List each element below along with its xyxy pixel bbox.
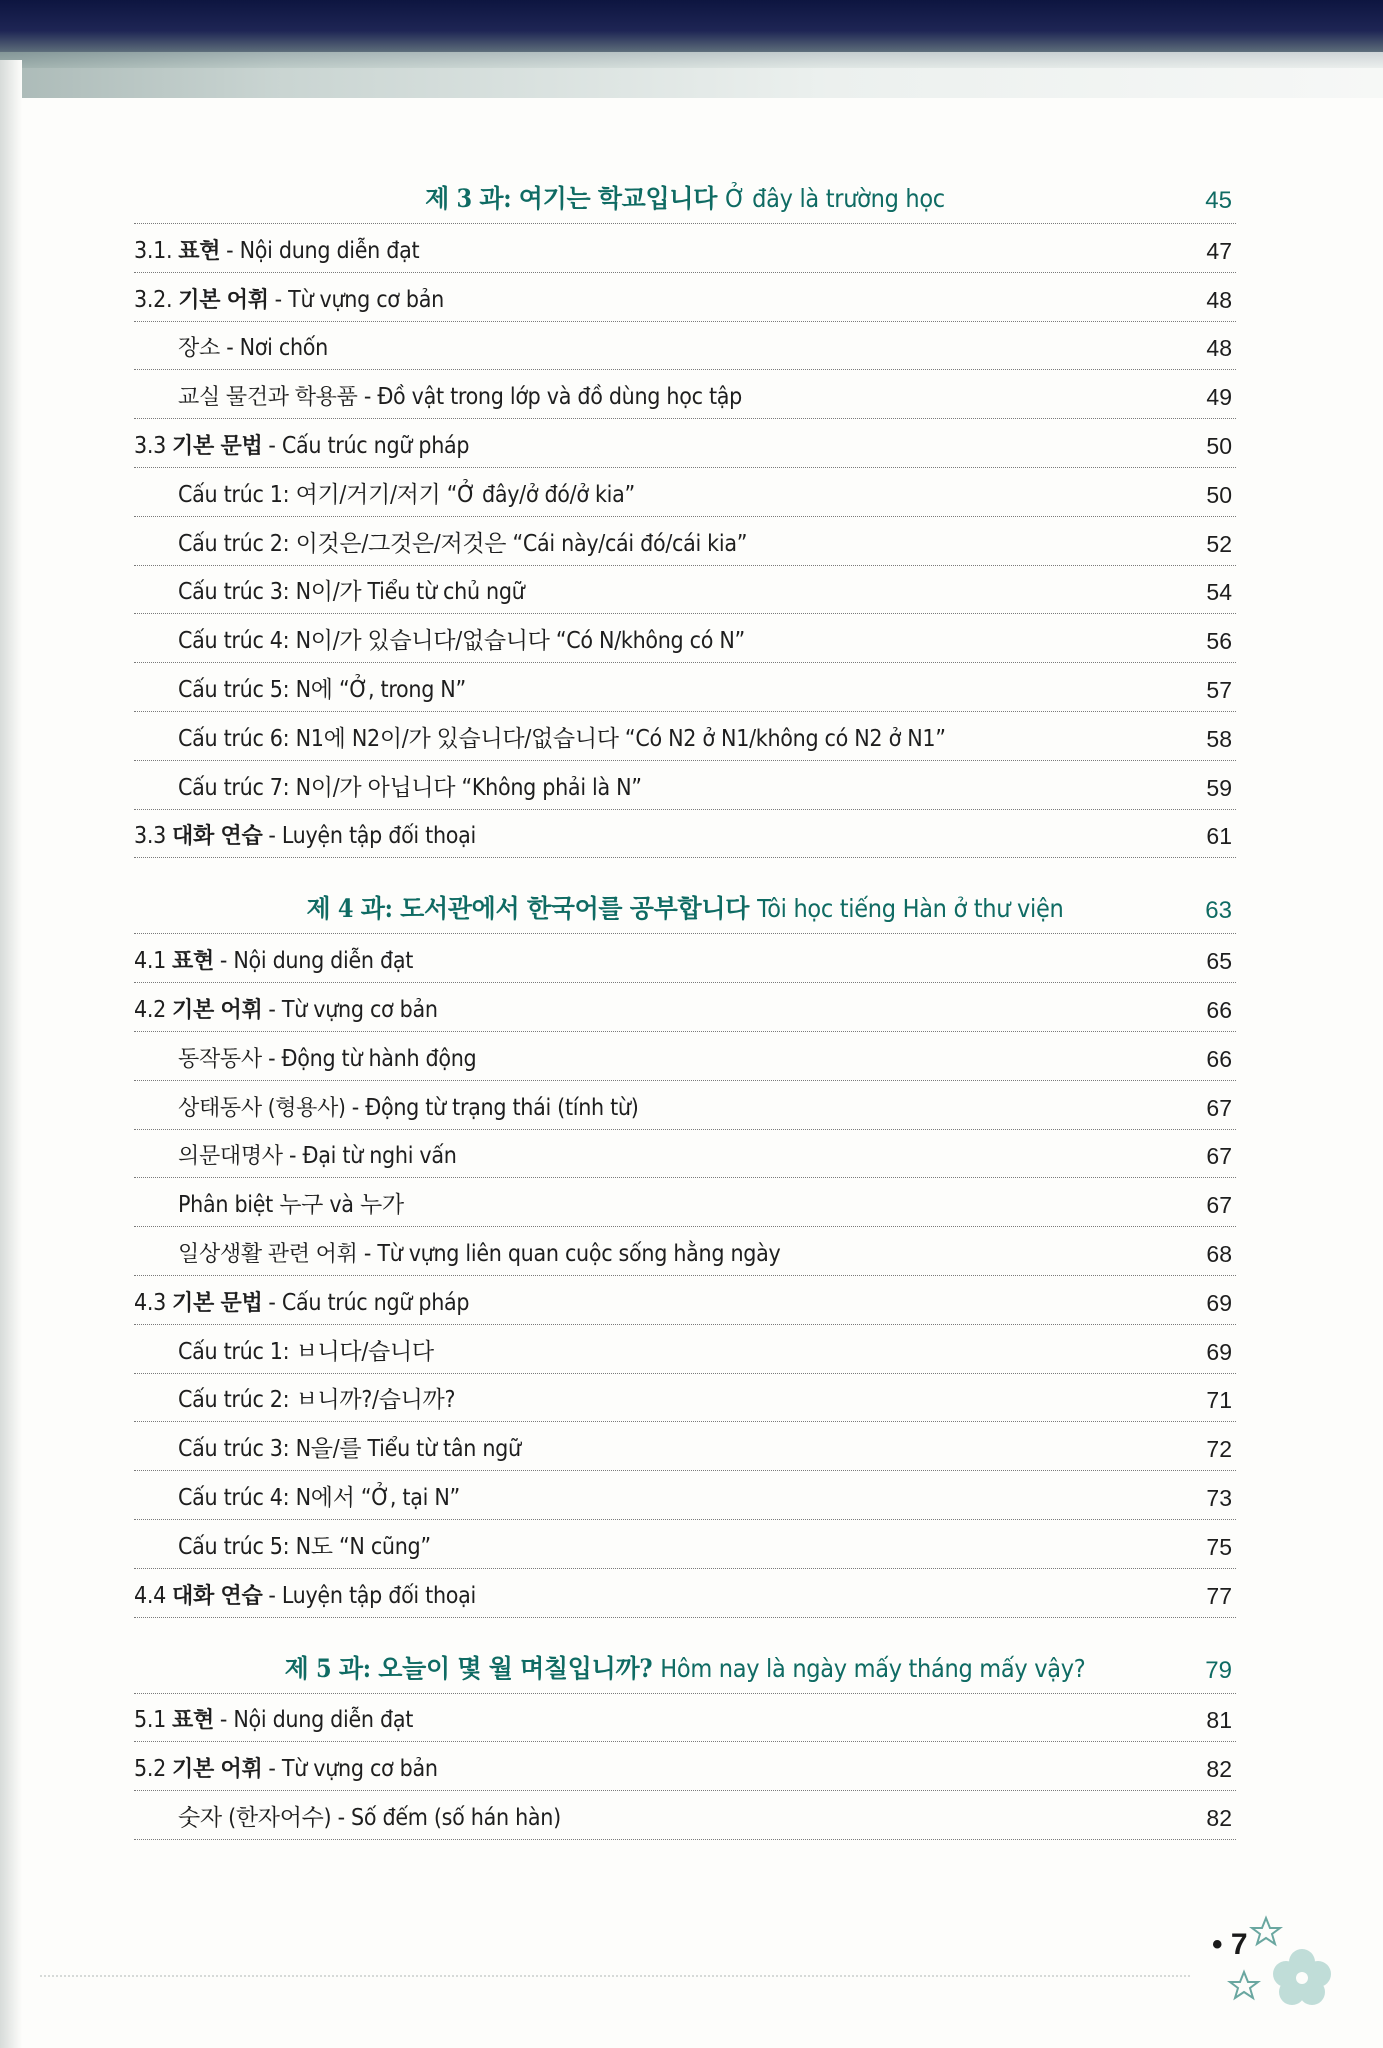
entry-korean: 표현 bbox=[172, 1708, 214, 1734]
toc-entry[interactable] bbox=[134, 1227, 1236, 1276]
entry-text bbox=[178, 476, 635, 509]
lesson-heading[interactable] bbox=[134, 1640, 1236, 1694]
page-ref: 45 bbox=[1205, 187, 1232, 214]
entry-vietnamese: - Đại từ nghi vấn bbox=[289, 1143, 457, 1170]
entry-number: 3.3 bbox=[134, 823, 166, 850]
entry-text bbox=[134, 1286, 469, 1317]
entry-number: 4.2 bbox=[134, 996, 166, 1023]
entry-number: 3.3 bbox=[134, 432, 166, 459]
lesson-section bbox=[134, 880, 1236, 1617]
entry-vietnamese: - Luyện tập đối thoại bbox=[268, 1582, 476, 1609]
toc-entry[interactable] bbox=[134, 517, 1236, 566]
page-ref: 52 bbox=[1206, 530, 1232, 557]
page-ref: 59 bbox=[1206, 774, 1232, 801]
page-ref: 69 bbox=[1206, 1338, 1232, 1365]
entry-number: 4.3 bbox=[134, 1289, 166, 1316]
entry-vietnamese: Cấu trúc 3: N이/가 Tiểu từ chủ ngữ bbox=[178, 579, 525, 606]
entry-korean: 기본 어휘 bbox=[178, 287, 269, 313]
toc-entry[interactable] bbox=[134, 1520, 1236, 1569]
entry-text bbox=[178, 1139, 457, 1170]
entry-text bbox=[178, 1042, 476, 1073]
page-ref: 77 bbox=[1206, 1582, 1232, 1609]
toc-entry[interactable] bbox=[134, 322, 1236, 371]
entry-text bbox=[178, 1430, 521, 1463]
entry-text bbox=[178, 720, 946, 753]
entry-vietnamese: - Đồ vật trong lớp và đồ dùng học tập bbox=[363, 384, 742, 411]
entry-vietnamese: Cấu trúc 1: 여기/거기/저기 “Ở đây/ở đó/ở kia” bbox=[178, 481, 635, 508]
page-ref: 56 bbox=[1206, 628, 1232, 655]
entry-korean: 표현 bbox=[178, 238, 221, 264]
toc-entry[interactable] bbox=[134, 1325, 1236, 1374]
page-ref: 66 bbox=[1206, 1045, 1232, 1072]
page-ref: 54 bbox=[1206, 579, 1232, 606]
entry-text bbox=[178, 1799, 561, 1832]
entry-korean: 상태동사 (형용사) bbox=[178, 1095, 346, 1121]
entry-number: 4.4 bbox=[134, 1582, 166, 1609]
page-ref: 66 bbox=[1206, 996, 1232, 1023]
page-ref: 69 bbox=[1206, 1289, 1232, 1316]
entry-vietnamese: Phân biệt 누구 và 누가 bbox=[178, 1192, 404, 1219]
entry-text bbox=[178, 380, 742, 411]
entry-vietnamese: 숫자 (한자어수) - Số đếm (số hán hàn) bbox=[178, 1804, 561, 1831]
table-of-contents bbox=[134, 170, 1236, 1840]
page-ref: 47 bbox=[1206, 237, 1232, 264]
entry-text bbox=[178, 769, 642, 802]
cherry-blossom-icon bbox=[1222, 1910, 1342, 2020]
entry-number: 3.2. bbox=[134, 286, 173, 313]
entry-korean: 의문대명사 bbox=[178, 1144, 283, 1170]
entry-vietnamese: - Động từ hành động bbox=[268, 1045, 477, 1072]
entry-korean: 기본 어휘 bbox=[172, 1757, 263, 1783]
entry-vietnamese: Cấu trúc 3: N을/를 Tiểu từ tân ngữ bbox=[178, 1436, 521, 1463]
toc-entry[interactable] bbox=[134, 1422, 1236, 1471]
entry-korean: 대화 연습 bbox=[172, 1583, 263, 1609]
toc-entry[interactable] bbox=[134, 224, 1236, 273]
page-ref: 67 bbox=[1206, 1143, 1232, 1170]
lesson-title-ko: 제 5 과: 오늘이 몇 월 며칠입니까? bbox=[284, 1653, 653, 1683]
entry-vietnamese: - Từ vựng cơ bản bbox=[268, 996, 438, 1023]
lesson-title-ko: 제 3 과: 여기는 학교입니다 bbox=[425, 184, 718, 213]
lesson-section bbox=[134, 1640, 1236, 1840]
page-ref: 71 bbox=[1206, 1387, 1232, 1414]
entry-text bbox=[134, 283, 444, 314]
entry-korean: 일상생활 관련 어휘 bbox=[178, 1241, 358, 1267]
entry-vietnamese: - Nơi chốn bbox=[226, 335, 328, 362]
toc-entry[interactable] bbox=[134, 468, 1236, 517]
entry-text bbox=[134, 993, 438, 1024]
entry-korean: 장소 bbox=[178, 336, 220, 362]
entry-text bbox=[134, 1752, 438, 1783]
page-ref: 82 bbox=[1206, 1804, 1232, 1831]
entry-text bbox=[178, 1237, 780, 1268]
entry-text bbox=[178, 671, 466, 704]
page-ref: 50 bbox=[1206, 481, 1232, 508]
entry-text bbox=[134, 944, 413, 975]
toc-entry[interactable] bbox=[134, 1081, 1236, 1130]
entry-text bbox=[134, 429, 469, 460]
toc-entry[interactable] bbox=[134, 419, 1236, 468]
page-ref: 48 bbox=[1206, 335, 1232, 362]
toc-entry[interactable] bbox=[134, 370, 1236, 419]
entry-text bbox=[178, 331, 328, 362]
lesson-heading[interactable] bbox=[134, 170, 1236, 224]
toc-entry[interactable] bbox=[134, 1569, 1236, 1618]
top-shadow bbox=[0, 52, 1383, 98]
entry-vietnamese: - Từ vựng cơ bản bbox=[274, 286, 444, 313]
entry-text bbox=[178, 1381, 455, 1414]
entry-vietnamese: - Luyện tập đối thoại bbox=[268, 823, 476, 850]
entry-number: 4.1 bbox=[134, 948, 166, 975]
entry-text bbox=[178, 1186, 404, 1219]
page-ref: 49 bbox=[1206, 384, 1232, 411]
page-ref: 57 bbox=[1206, 676, 1232, 703]
entry-korean: 기본 어휘 bbox=[172, 997, 263, 1023]
entry-vietnamese: - Cấu trúc ngữ pháp bbox=[268, 1289, 470, 1316]
entry-number: 3.1. bbox=[134, 237, 173, 264]
entry-vietnamese: - Cấu trúc ngữ pháp bbox=[268, 432, 470, 459]
entry-number: 5.2 bbox=[134, 1756, 166, 1783]
entry-vietnamese: Cấu trúc 5: N도 “N cũng” bbox=[178, 1533, 431, 1560]
entry-text bbox=[134, 1703, 413, 1734]
toc-entry[interactable] bbox=[134, 1742, 1236, 1791]
entry-vietnamese: Cấu trúc 6: N1에 N2이/가 있습니다/없습니다 “Có N2 ở N1/không có N2 ở N1” bbox=[178, 725, 946, 752]
entry-korean: 표현 bbox=[172, 949, 214, 975]
page-number: • 7 bbox=[1212, 1928, 1248, 1961]
toc-entry[interactable] bbox=[134, 1276, 1236, 1325]
entry-korean: 기본 문법 bbox=[172, 1290, 263, 1316]
entry-vietnamese: Cấu trúc 4: N이/가 있습니다/없습니다 “Có N/không có N” bbox=[178, 628, 745, 655]
entry-text bbox=[178, 525, 747, 558]
entry-vietnamese: - Nội dung diễn đạt bbox=[219, 1707, 414, 1734]
lesson-title-vi: Tôi học tiếng Hàn ở thư viện bbox=[757, 894, 1064, 924]
entry-vietnamese: - Từ vựng cơ bản bbox=[268, 1756, 438, 1783]
entry-number: 5.1 bbox=[134, 1707, 166, 1734]
entry-vietnamese: - Nội dung diễn đạt bbox=[219, 948, 414, 975]
toc-entry[interactable] bbox=[134, 810, 1236, 859]
toc-entry[interactable] bbox=[134, 712, 1236, 761]
lesson-title-vi: Hôm nay là ngày mấy tháng mấy vậy? bbox=[660, 1653, 1086, 1683]
page-ref: 58 bbox=[1206, 725, 1232, 752]
page-ref: 79 bbox=[1205, 1656, 1232, 1684]
entry-text bbox=[134, 819, 476, 850]
entry-korean: 기본 문법 bbox=[172, 433, 263, 459]
entry-text bbox=[178, 1333, 434, 1366]
page-ref: 61 bbox=[1206, 823, 1232, 850]
toc-entry[interactable] bbox=[134, 566, 1236, 615]
page-ref: 72 bbox=[1206, 1436, 1232, 1463]
toc-entry[interactable] bbox=[134, 273, 1236, 322]
entry-vietnamese: - Nội dung diễn đạt bbox=[226, 237, 420, 264]
page-ref: 81 bbox=[1206, 1707, 1232, 1734]
toc-entry[interactable] bbox=[134, 1694, 1236, 1743]
toc-entry[interactable] bbox=[134, 1471, 1236, 1520]
lesson-title bbox=[425, 179, 945, 215]
toc-entry[interactable] bbox=[134, 1374, 1236, 1423]
entry-text bbox=[178, 1528, 431, 1561]
entry-text bbox=[178, 622, 745, 655]
lesson-section bbox=[134, 170, 1236, 858]
entry-korean: 대화 연습 bbox=[172, 824, 263, 850]
entry-text bbox=[178, 1091, 639, 1122]
entry-korean: 동작동사 bbox=[178, 1046, 262, 1072]
bottom-dotted-line bbox=[40, 1975, 1190, 1981]
entry-vietnamese: Cấu trúc 2: ㅂ니까?/습니까? bbox=[178, 1387, 456, 1414]
lesson-heading[interactable] bbox=[134, 880, 1236, 934]
entry-text bbox=[178, 573, 525, 606]
toc-entry[interactable] bbox=[134, 934, 1236, 983]
entry-vietnamese: Cấu trúc 1: ㅂ니다/습니다 bbox=[178, 1338, 434, 1365]
toc-entry[interactable] bbox=[134, 1791, 1236, 1840]
entry-vietnamese: Cấu trúc 4: N에서 “Ở, tại N” bbox=[178, 1484, 460, 1511]
lesson-title bbox=[285, 1649, 1086, 1685]
toc-entry[interactable] bbox=[134, 663, 1236, 712]
toc-entry[interactable] bbox=[134, 761, 1236, 810]
toc-entry[interactable] bbox=[134, 983, 1236, 1032]
entry-korean: 교실 물건과 학용품 bbox=[178, 385, 358, 411]
page-ref: 63 bbox=[1205, 897, 1232, 925]
lesson-title-vi: Ở đây là trường học bbox=[725, 184, 945, 213]
entry-vietnamese: Cấu trúc 5: N에 “Ở, trong N” bbox=[178, 676, 466, 703]
page-ref: 75 bbox=[1206, 1533, 1232, 1560]
toc-entry[interactable] bbox=[134, 1032, 1236, 1081]
entry-text bbox=[134, 1579, 476, 1610]
page-ref: 65 bbox=[1206, 948, 1232, 975]
entry-vietnamese: Cấu trúc 7: N이/가 아닙니다 “Không phải là N” bbox=[178, 774, 642, 801]
entry-vietnamese: - Động từ trạng thái (tính từ) bbox=[351, 1094, 639, 1121]
page-ref: 67 bbox=[1206, 1192, 1232, 1219]
page-ref: 48 bbox=[1206, 286, 1232, 313]
toc-entry[interactable] bbox=[134, 1130, 1236, 1179]
lesson-title bbox=[306, 889, 1063, 925]
lesson-title-ko: 제 4 과: 도서관에서 한국어를 공부합니다 bbox=[306, 894, 750, 924]
page-ref: 67 bbox=[1206, 1094, 1232, 1121]
entry-text bbox=[134, 234, 419, 265]
entry-text bbox=[178, 1479, 460, 1512]
toc-entry[interactable] bbox=[134, 614, 1236, 663]
page-ref: 68 bbox=[1206, 1240, 1232, 1267]
entry-vietnamese: Cấu trúc 2: 이것은/그것은/저것은 “Cái này/cái đó/cái kia” bbox=[178, 530, 748, 557]
page-ref: 82 bbox=[1206, 1756, 1232, 1783]
page-ref: 73 bbox=[1206, 1484, 1232, 1511]
entry-vietnamese: - Từ vựng liên quan cuộc sống hằng ngày bbox=[363, 1240, 781, 1267]
page-ref: 50 bbox=[1206, 432, 1232, 459]
page-left-edge bbox=[0, 60, 22, 2048]
toc-entry[interactable] bbox=[134, 1178, 1236, 1227]
